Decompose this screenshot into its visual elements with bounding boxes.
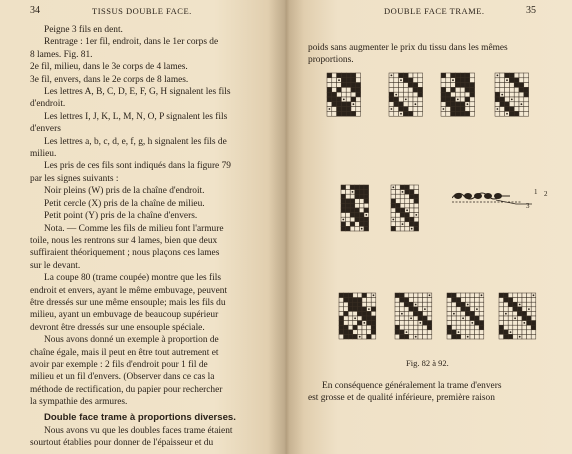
text-line: Petit point (Y) pris de la chaîne d'envers. <box>44 211 198 222</box>
text-line: milieu et un fil d'envers. (Observer dans ce cas la <box>30 372 215 383</box>
margin-label: 1 <box>534 188 538 196</box>
text-line: Les lettres A, B, C, D, E, F, G, H signalent les fils <box>44 87 231 98</box>
weave-grid <box>494 72 530 117</box>
weave-grid <box>440 72 476 117</box>
weave-grid <box>388 72 424 117</box>
figure-caption: Fig. 82 à 92. <box>406 358 449 368</box>
text-line: chaîne égale, mais il peut en être tout autrement et <box>30 347 219 358</box>
weave-grid <box>446 292 485 340</box>
text-line: être dressés sur une même ensouple; mais les fils du <box>30 297 226 308</box>
weave-grid <box>498 292 537 340</box>
text-line: sur le devant. <box>30 260 81 271</box>
weave-grid <box>390 184 420 232</box>
text-line: d'endroit. <box>30 99 66 110</box>
text-line: la sympathie des armures. <box>30 397 128 408</box>
text-line: par les signes suivants : <box>30 173 119 184</box>
text-line: En conséquence généralement la trame d'envers <box>322 381 502 391</box>
margin-label: 3 <box>526 202 530 210</box>
weave-grid <box>340 184 370 232</box>
text-line: Nota. — Comme les fils de milieu font l'armure <box>44 223 224 234</box>
text-line: Petit cercle (X) pris de la chaîne de milieu. <box>44 198 205 209</box>
text-line: La coupe 80 (trame coupée) montre que les fils <box>44 273 222 284</box>
text-line: Peigne 3 fils en dent. <box>44 25 123 35</box>
body-text <box>30 24 276 450</box>
weave-grid <box>394 292 433 340</box>
text-line: 3e fil, envers, dans le 2e corps de 8 lames. <box>30 74 189 85</box>
body-text <box>308 380 558 405</box>
text-line: Les lettres a, b, c, d, e, f, g, h signalent les fils de <box>44 136 227 147</box>
text-line: d'envers <box>30 124 61 135</box>
right-page <box>286 0 572 454</box>
margin-label: 2 <box>544 190 548 198</box>
text-line: avoir par exemple : 2 fils d'endroit pour 1 fil de <box>30 359 208 370</box>
text-line: toile, nous les rentrons sur 4 lames, bien que deux <box>30 235 218 246</box>
text-line: 2e fil, milieu, dans le 3e corps de 4 lames. <box>30 62 188 73</box>
weave-grid <box>326 72 362 117</box>
text-line: endroit et envers, ayant le même embuvage, peuvent <box>30 285 228 296</box>
text-line: sourtout établies pour donner de l'épaisseur et du <box>30 438 214 449</box>
page-number: 34 <box>30 5 40 16</box>
text-line: méthode de rectification, du papier pour rechercher <box>30 384 223 395</box>
body-text <box>308 42 558 67</box>
running-head: DOUBLE FACE TRAME. <box>384 6 485 16</box>
text-line: devront être dressés sur une ensouple spéciale. <box>30 322 205 333</box>
text-line: poids sans augmenter le prix du tissu dans les mêmes <box>308 43 508 53</box>
text-line: Les pris de ces fils sont indiqués dans la figure 79 <box>44 161 231 172</box>
text-line: Nous avons donné un exemple à proportion de <box>44 335 219 346</box>
page-number: 35 <box>526 5 536 16</box>
text-line: milieu. <box>30 149 57 160</box>
section-title: Double face trame à proportions diverses. <box>44 411 236 423</box>
text-line: milieu, ayant un embuvage de beaucoup supérieur <box>30 310 219 321</box>
text-line: proportions. <box>308 55 354 66</box>
text-line: Les lettres I, J, K, L, M, N, O, P signalent les fils <box>44 111 228 122</box>
text-line: Nous avons vu que les doubles faces trame étaient <box>44 426 233 436</box>
text-line: Noir pleins (W) pris de la chaîne d'endroit. <box>44 186 205 197</box>
running-head: TISSUS DOUBLE FACE. <box>92 6 192 16</box>
text-line: est grosse et de qualité inférieure, première raison <box>308 393 495 404</box>
weave-grid <box>338 292 377 340</box>
text-line: suffiraient théoriquement ; nous plaçons ces lames <box>30 248 220 259</box>
text-line: 8 lames. Fig. 81. <box>30 49 93 60</box>
text-line: Rentrage : 1er fil, endroit, dans le 1er corps de <box>44 37 219 48</box>
